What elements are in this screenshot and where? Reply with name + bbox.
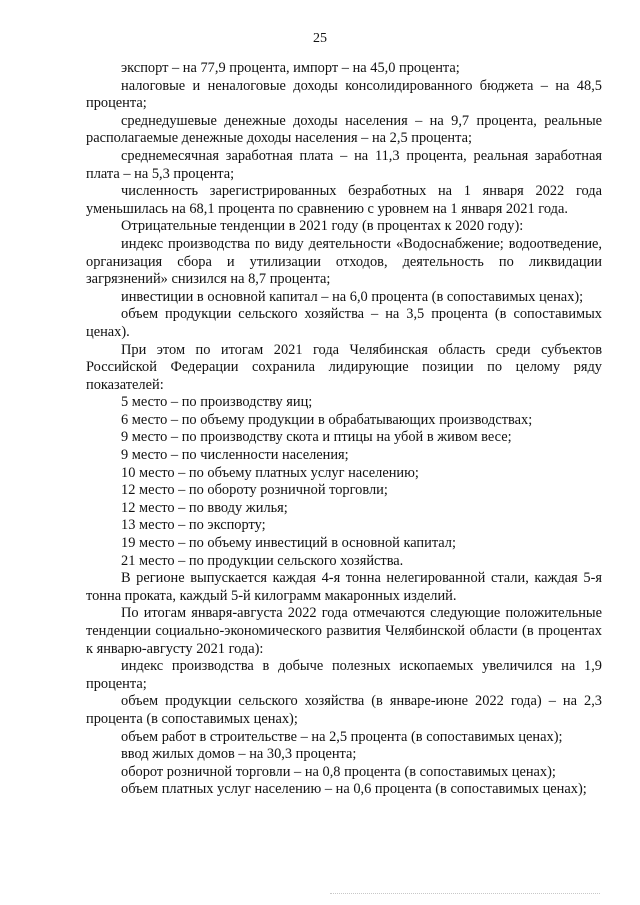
list-item: 21 место – по продукции сельского хозяйства.: [121, 552, 404, 569]
scan-artifact-line: [330, 893, 600, 894]
paragraph: Отрицательные тенденции в 2021 году (в процентах к 2020 году):: [121, 218, 524, 235]
list-item: 9 место – по производству скота и птицы на убой в живом весе;: [121, 429, 512, 446]
list-item: 12 место – по вводу жилья;: [121, 499, 288, 516]
paragraph: численность зарегистрированных безработных на 1 января 2022 года уменьшилась на 68,1 процента по сравнению с уровнем на 1 января 2021 года.: [86, 183, 602, 217]
paragraph: В регионе выпускается каждая 4-я тонна нелегированной стали, каждая 5-я тонна проката, каждый 5-й килограмм макаронных изделий.: [86, 570, 602, 604]
paragraph: При этом по итогам 2021 года Челябинская область среди субъектов Российской Федерации сохранила лидирующие позиции по целому ряду показателей:: [86, 341, 602, 393]
paragraph: ввод жилых домов – на 30,3 процента;: [121, 746, 357, 763]
paragraph: среднедушевые денежные доходы населения – на 9,7 процента, реальные располагаемые денежные доходы населения – на 2,5 процента;: [86, 112, 602, 147]
paragraph: По итогам января-августа 2022 года отмечаются следующие положительные тенденции социально-экономического развития Челябинской области (в процентах к январю-августу 2021 года):: [86, 605, 602, 657]
list-item: 9 место – по численности населения;: [121, 447, 349, 464]
page-number: 25: [313, 31, 327, 46]
list-item: 5 место – по производству яиц;: [121, 394, 313, 411]
document-body: [86, 60, 602, 799]
paragraph: налоговые и неналоговые доходы консолидированного бюджета – на 48,5 процента;: [86, 77, 602, 112]
paragraph: индекс производства в добыче полезных ископаемых увеличился на 1,9 процента;: [86, 658, 602, 692]
rankings-list: [86, 394, 602, 570]
list-item: 13 место – по экспорту;: [121, 517, 266, 534]
paragraph: экспорт – на 77,9 процента, импорт – на 45,0 процента;: [121, 60, 460, 76]
paragraph: среднемесячная заработная плата – на 11,3 процента, реальная заработная плата – на 5,3 процента;: [86, 147, 602, 182]
list-item: 10 место – по объему платных услуг населению;: [121, 464, 419, 481]
list-item: 19 место – по объему инвестиций в основной капитал;: [121, 535, 456, 552]
paragraph: индекс производства по виду деятельности «Водоснабжение; водоотведение, организация сбора и утилизации отходов, деятельность по ликвидации загрязнений» снизился на 8,7 процента;: [86, 235, 602, 288]
list-item: 12 место – по обороту розничной торговли;: [121, 482, 388, 499]
paragraph: объем продукции сельского хозяйства – на 3,5 процента (в сопоставимых ценах).: [86, 306, 602, 340]
list-item: 6 место – по объему продукции в обрабатывающих производствах;: [121, 411, 533, 428]
paragraph: оборот розничной торговли – на 0,8 процента (в сопоставимых ценах);: [121, 763, 556, 780]
paragraph: объем работ в строительстве – на 2,5 процента (в сопоставимых ценах);: [121, 728, 563, 745]
paragraph: объем платных услуг населению – на 0,6 процента (в сопоставимых ценах);: [121, 781, 587, 798]
paragraph: инвестиции в основной капитал – на 6,0 процента (в сопоставимых ценах);: [121, 288, 584, 305]
paragraph: объем продукции сельского хозяйства (в январе-июне 2022 года) – на 2,3 процента (в сопоставимых ценах);: [86, 693, 602, 727]
